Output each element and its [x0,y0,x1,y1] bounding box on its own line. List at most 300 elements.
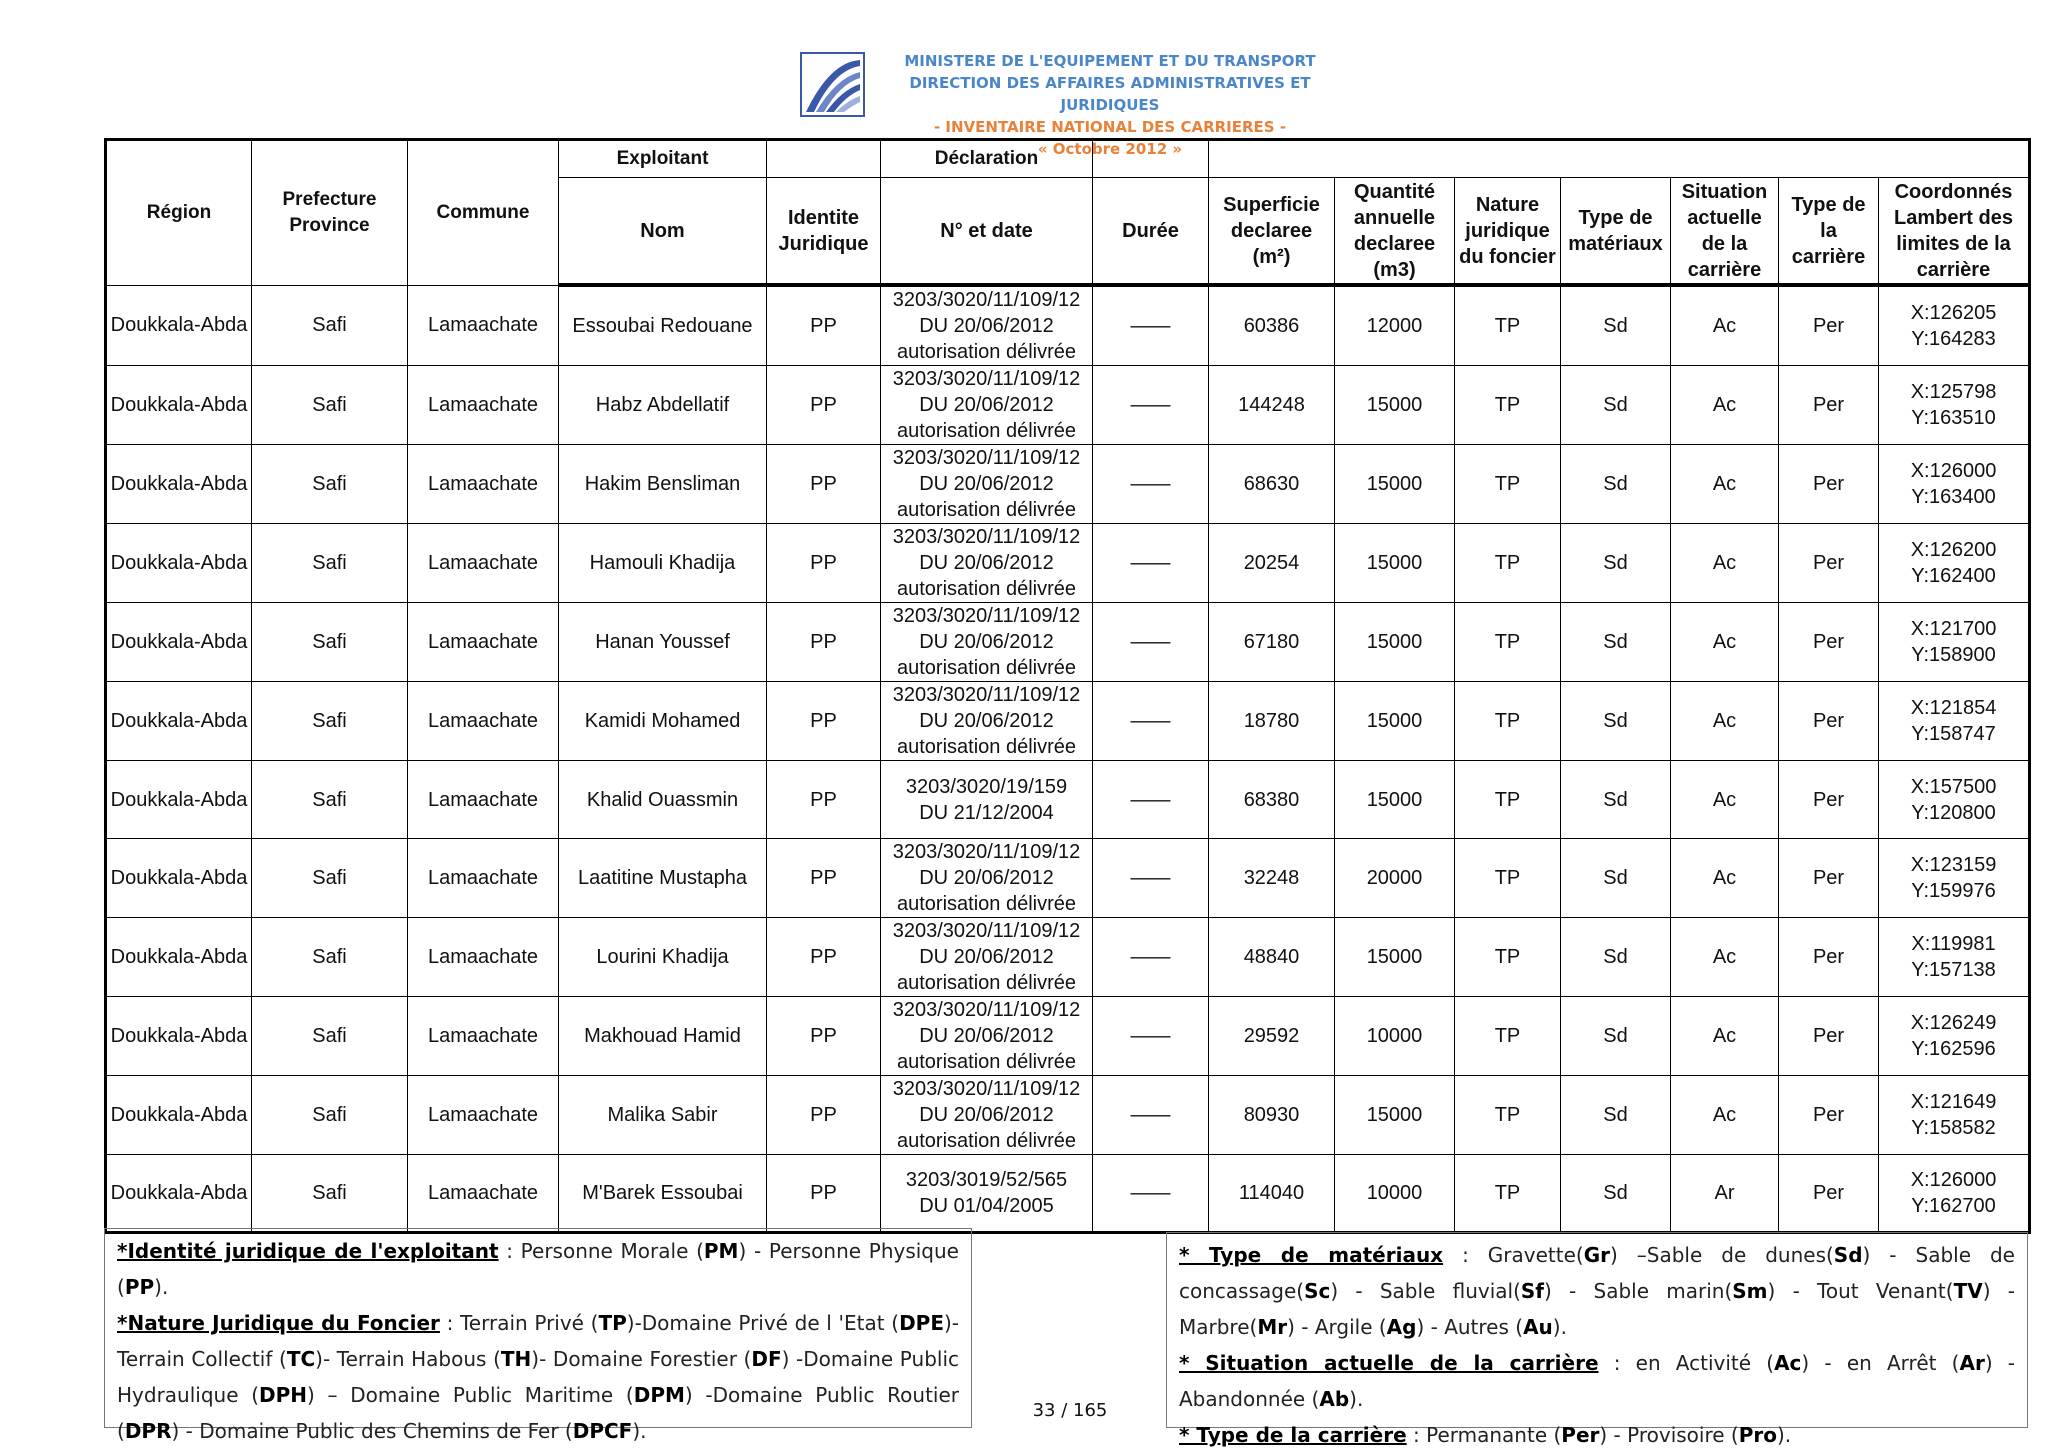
legend-code: Ab [1319,1387,1350,1411]
cell-numero [881,285,1093,366]
legend-text: : en Activité ( [1598,1351,1775,1375]
numero-line: DU 20/06/2012 [919,394,1054,416]
cell-type-materiaux: Sd [1561,1155,1671,1233]
coordinate-y: Y:158900 [1911,644,1996,666]
cell-numero [881,918,1093,997]
coordinate-x: X:126000 [1910,460,1997,482]
legend-code: Mr [1257,1315,1288,1339]
numero-line: DU 20/06/2012 [919,1104,1054,1126]
cell-identite: PP [767,445,881,524]
legend-code: DPM [633,1383,685,1407]
cell-identite: PP [767,682,881,761]
legend-text: : Personne Morale ( [498,1239,704,1263]
cell-commune: Lamaachate [408,918,559,997]
direction-title: DIRECTION DES AFFAIRES ADMINISTRATIVES ET JURIDIQUES [909,74,1311,114]
legend-text: : Gravette( [1443,1243,1584,1267]
legend-code: Sd [1833,1243,1863,1267]
cell-superficie: 18780 [1209,682,1335,761]
cell-type-carriere: Per [1779,445,1879,524]
col-quantite: Quantité annuelle declaree (m3) [1335,178,1455,286]
group-empty-3 [1209,140,2030,178]
cell-identite: PP [767,761,881,839]
cell-nature: TP [1455,761,1561,839]
legend-text: ) - Sable fluvial( [1330,1279,1521,1303]
cell-numero [881,524,1093,603]
legend-text: ) - Marbre( [1179,1279,2015,1339]
coordinate-x: X:126205 [1910,302,1997,324]
legend-code: Per [1561,1423,1600,1447]
numero-line: DU 20/06/2012 [919,315,1054,337]
cell-type-materiaux: Sd [1561,603,1671,682]
cell-nom: Kamidi Mohamed [559,682,767,761]
cell-nature: TP [1455,1155,1561,1233]
cell-type-materiaux: Sd [1561,366,1671,445]
legend-code: DPCF [572,1419,633,1443]
numero-line: 3203/3020/11/109/12 [892,841,1081,863]
legend-text: ) - Abandonnée ( [1179,1351,2016,1411]
cell-superficie: 60386 [1209,285,1335,366]
numero-line: autorisation délivrée [897,972,1076,994]
cell-quantite: 15000 [1335,918,1455,997]
cell-coordonnees [1879,603,2030,682]
cell-quantite: 12000 [1335,285,1455,366]
numero-line: 3203/3020/11/109/12 [892,920,1081,942]
cell-duree: —— [1093,285,1209,366]
cell-nom: Makhouad Hamid [559,997,767,1076]
legend-identite-title: *Identité juridique de l'exploitant [117,1239,499,1263]
cell-commune: Lamaachate [408,366,559,445]
legend-type-title: * Type de la carrière [1179,1423,1407,1447]
cell-situation: Ac [1671,524,1779,603]
legend-code: PM [703,1239,739,1263]
numero-line: autorisation délivrée [897,420,1076,442]
cell-region: Doukkala-Abda [106,682,252,761]
cell-quantite: 15000 [1335,603,1455,682]
numero-line: autorisation délivrée [897,657,1076,679]
cell-numero [881,997,1093,1076]
legend-text: ) - en Arrêt ( [1801,1351,1960,1375]
cell-type-materiaux: Sd [1561,839,1671,918]
cell-commune: Lamaachate [408,524,559,603]
col-nature: Nature juridique du foncier [1455,178,1561,286]
cell-type-carriere: Per [1779,603,1879,682]
cell-situation: Ar [1671,1155,1779,1233]
cell-region: Doukkala-Abda [106,839,252,918]
cell-duree: —— [1093,1155,1209,1233]
col-duree: Durée [1093,178,1209,286]
cell-coordonnees [1879,682,2030,761]
cell-nature: TP [1455,839,1561,918]
cell-type-carriere: Per [1779,366,1879,445]
cell-superficie: 29592 [1209,997,1335,1076]
cell-duree: —— [1093,524,1209,603]
cell-quantite: 15000 [1335,524,1455,603]
legend-situation [1179,1345,2015,1417]
cell-identite: PP [767,1076,881,1155]
cell-quantite: 15000 [1335,445,1455,524]
numero-line: 3203/3020/11/109/12 [892,526,1081,548]
legend-code: Ac [1774,1351,1802,1375]
legend-code: DPH [259,1383,308,1407]
cell-nature: TP [1455,445,1561,524]
cell-coordonnees [1879,1076,2030,1155]
numero-line: autorisation délivrée [897,893,1076,915]
cell-identite: PP [767,918,881,997]
cell-superficie: 144248 [1209,366,1335,445]
cell-prefecture: Safi [252,682,408,761]
cell-type-materiaux: Sd [1561,524,1671,603]
coordinate-x: X:119981 [1911,933,1996,955]
legend-text: )- Domaine Forestier ( [531,1347,752,1371]
legend-right-box [1166,1232,2028,1447]
cell-duree: —— [1093,682,1209,761]
cell-identite: PP [767,1155,881,1233]
cell-superficie: 80930 [1209,1076,1335,1155]
cell-duree: —— [1093,761,1209,839]
numero-line: DU 01/04/2005 [919,1195,1054,1217]
cell-type-materiaux: Sd [1561,445,1671,524]
cell-coordonnees [1879,839,2030,918]
legend-text: ) -Domaine Public Hydraulique ( [117,1347,959,1407]
table-row [106,839,2030,918]
cell-region: Doukkala-Abda [106,524,252,603]
col-type-carriere: Type de la carrière [1779,178,1879,286]
cell-duree: —— [1093,445,1209,524]
cell-commune: Lamaachate [408,682,559,761]
legend-code: Pro [1738,1423,1777,1447]
col-superficie: Superficie declaree (m²) [1209,178,1335,286]
numero-line: autorisation délivrée [897,1130,1076,1152]
coordinate-y: Y:162596 [1911,1038,1996,1060]
cell-commune: Lamaachate [408,603,559,682]
cell-coordonnees [1879,524,2030,603]
legend-materiaux [1179,1237,2015,1345]
cell-coordonnees [1879,1155,2030,1233]
cell-numero [881,761,1093,839]
cell-type-carriere: Per [1779,839,1879,918]
coordinate-y: Y:162400 [1911,565,1996,587]
group-empty-2 [1093,140,1209,178]
coordinate-y: Y:164283 [1911,328,1996,350]
cell-coordonnees [1879,761,2030,839]
cell-situation: Ac [1671,761,1779,839]
cell-nom: Essoubai Redouane [559,285,767,366]
legend-code: DPR [124,1419,172,1443]
cell-prefecture: Safi [252,524,408,603]
cell-nature: TP [1455,682,1561,761]
coordinate-x: X:157500 [1910,775,1997,798]
cell-type-carriere: Per [1779,1155,1879,1233]
numero-line: 3203/3019/52/565 [905,1169,1068,1191]
legend-text: ). [154,1275,169,1299]
legend-text: ) - Tout Venant( [1767,1279,1954,1303]
col-prefecture: Prefecture Province [252,140,408,286]
cell-nom: Hamouli Khadija [559,524,767,603]
cell-identite: PP [767,997,881,1076]
table-body [106,285,2030,1233]
cell-identite: PP [767,603,881,682]
cell-situation: Ac [1671,285,1779,366]
page-number: 33 / 165 [1032,1400,1108,1421]
col-region: Région [106,140,252,286]
col-numero: N° et date [881,178,1093,286]
cell-region: Doukkala-Abda [106,1076,252,1155]
cell-identite: PP [767,366,881,445]
col-situation: Situation actuelle de la carrière [1671,178,1779,286]
cell-situation: Ac [1671,682,1779,761]
cell-identite: PP [767,839,881,918]
cell-region: Doukkala-Abda [106,603,252,682]
col-commune: Commune [408,140,559,286]
cell-type-materiaux: Sd [1561,285,1671,366]
legend-text: : Permanante ( [1406,1423,1562,1447]
numero-line: 3203/3020/11/109/12 [892,447,1081,469]
legend-text: )-Domaine Privé de l 'Etat ( [626,1311,900,1335]
cell-commune: Lamaachate [408,997,559,1076]
cell-nature: TP [1455,524,1561,603]
cell-type-carriere: Per [1779,1076,1879,1155]
cell-region: Doukkala-Abda [106,761,252,839]
cell-region: Doukkala-Abda [106,285,252,366]
cell-situation: Ac [1671,1076,1779,1155]
table-row [106,761,2030,839]
cell-numero [881,603,1093,682]
cell-type-carriere: Per [1779,761,1879,839]
cell-duree: —— [1093,603,1209,682]
group-declaration: Déclaration [881,140,1093,178]
cell-superficie: 67180 [1209,603,1335,682]
legend-text: ) - Sable de concassage( [1179,1243,2015,1303]
table-row [106,285,2030,366]
cell-superficie: 68630 [1209,445,1335,524]
cell-prefecture: Safi [252,366,408,445]
coordinate-x: X:126000 [1910,1169,1997,1191]
header-group-row [106,140,2030,178]
legend-code: TP [598,1311,627,1335]
legend-text: ) - Provisoire ( [1599,1423,1739,1447]
numero-line: 3203/3020/11/109/12 [892,289,1081,311]
cell-nom: Habz Abdellatif [559,366,767,445]
legend-code: TH [500,1347,532,1371]
legend-text: ) -Domaine Public Routier ( [117,1383,959,1443]
cell-prefecture: Safi [252,445,408,524]
legend-situation-title: * Situation actuelle de la carrière [1179,1351,1599,1375]
legend-code: DF [751,1347,782,1371]
coordinate-x: X:126249 [1910,1012,1997,1034]
legend-nature-title: *Nature Juridique du Foncier [117,1311,440,1335]
legend-code: Sf [1520,1279,1544,1303]
cell-numero [881,1076,1093,1155]
numero-line: autorisation délivrée [897,578,1076,600]
cell-nature: TP [1455,1076,1561,1155]
cell-type-materiaux: Sd [1561,997,1671,1076]
cell-numero [881,366,1093,445]
cell-situation: Ac [1671,445,1779,524]
numero-line: 3203/3020/11/109/12 [892,605,1081,627]
legend-materiaux-title: * Type de matériaux [1179,1243,1444,1267]
cell-type-carriere: Per [1779,285,1879,366]
cell-coordonnees [1879,997,2030,1076]
col-type-materiaux: Type de matériaux [1561,178,1671,286]
cell-situation: Ac [1671,366,1779,445]
cell-prefecture: Safi [252,761,408,839]
cell-prefecture: Safi [252,603,408,682]
cell-duree: —— [1093,918,1209,997]
cell-commune: Lamaachate [408,761,559,839]
table-row [106,918,2030,997]
cell-quantite: 15000 [1335,682,1455,761]
cell-nature: TP [1455,918,1561,997]
cell-region: Doukkala-Abda [106,366,252,445]
cell-prefecture: Safi [252,285,408,366]
cell-nom: Hanan Youssef [559,603,767,682]
cell-nom: Lourini Khadija [559,918,767,997]
legend-nature [117,1305,959,1449]
legend-code: Gr [1583,1243,1610,1267]
cell-nature: TP [1455,997,1561,1076]
table-row [106,603,2030,682]
cell-region: Doukkala-Abda [106,445,252,524]
cell-numero [881,839,1093,918]
numero-line: DU 20/06/2012 [919,946,1054,968]
cell-quantite: 15000 [1335,761,1455,839]
numero-line: 3203/3020/19/159 [905,775,1068,798]
cell-type-materiaux: Sd [1561,682,1671,761]
cell-type-materiaux: Sd [1561,918,1671,997]
coordinate-y: Y:159976 [1911,880,1996,902]
legend-code: Au [1523,1315,1553,1339]
numero-line: 3203/3020/11/109/12 [892,684,1081,706]
cell-prefecture: Safi [252,997,408,1076]
numero-line: 3203/3020/11/109/12 [892,999,1081,1021]
table-row [106,682,2030,761]
legend-code: Sc [1304,1279,1331,1303]
legend-text: ) - Sable marin( [1544,1279,1733,1303]
cell-quantite: 20000 [1335,839,1455,918]
cell-commune: Lamaachate [408,839,559,918]
cell-situation: Ac [1671,997,1779,1076]
numero-line: 3203/3020/11/109/12 [892,1078,1081,1100]
legend-text: ) - Domaine Public des Chemins de Fer ( [171,1419,573,1443]
legend-text: ) –Sable de dunes( [1609,1243,1834,1267]
cell-situation: Ac [1671,603,1779,682]
cell-numero [881,445,1093,524]
legend-text: )- Terrain Habous ( [315,1347,501,1371]
legend-identite [117,1233,959,1305]
coordinate-y: Y:158747 [1911,723,1996,745]
cell-prefecture: Safi [252,839,408,918]
cell-situation: Ac [1671,839,1779,918]
coordinate-x: X:121649 [1910,1091,1997,1113]
coordinate-y: Y:163400 [1911,486,1996,508]
legend-code: Ag [1386,1315,1417,1339]
cell-region: Doukkala-Abda [106,997,252,1076]
cell-nature: TP [1455,366,1561,445]
coordinate-x: X:121854 [1910,697,1997,719]
cell-coordonnees [1879,366,2030,445]
cell-nom: Hakim Bensliman [559,445,767,524]
cell-commune: Lamaachate [408,1076,559,1155]
cell-nature: TP [1455,285,1561,366]
numero-line: DU 20/06/2012 [919,867,1054,889]
coordinate-x: X:125798 [1910,381,1997,403]
cell-commune: Lamaachate [408,1155,559,1233]
cell-coordonnees [1879,445,2030,524]
numero-line: 3203/3020/11/109/12 [892,368,1081,390]
numero-line: DU 20/06/2012 [919,1025,1054,1047]
cell-duree: —— [1093,366,1209,445]
numero-line: autorisation délivrée [897,499,1076,521]
cell-prefecture: Safi [252,1076,408,1155]
cell-type-carriere: Per [1779,918,1879,997]
table-row [106,1155,2030,1233]
cell-nom: Khalid Ouassmin [559,761,767,839]
cell-commune: Lamaachate [408,445,559,524]
cell-numero [881,682,1093,761]
coordinate-y: Y:158582 [1911,1117,1996,1139]
cell-duree: —— [1093,839,1209,918]
cell-quantite: 15000 [1335,1076,1455,1155]
legend-text: ) – Domaine Public Maritime ( [307,1383,634,1407]
cell-situation: Ac [1671,918,1779,997]
legend-text: ) - Autres ( [1416,1315,1524,1339]
group-exploitant: Exploitant [559,140,767,178]
cell-superficie: 114040 [1209,1155,1335,1233]
coordinate-y: Y:162700 [1911,1195,1996,1217]
cell-duree: —— [1093,1076,1209,1155]
table-row [106,1076,2030,1155]
numero-line: DU 20/06/2012 [919,631,1054,653]
legend-text: ). [1349,1387,1364,1411]
legend-code: PP [124,1275,155,1299]
legend-text: ) - Argile ( [1287,1315,1387,1339]
legend-text: ). [632,1419,647,1443]
cell-superficie: 20254 [1209,524,1335,603]
cell-prefecture: Safi [252,918,408,997]
coordinate-y: Y:163510 [1911,407,1996,429]
cell-region: Doukkala-Abda [106,918,252,997]
legend-code: Sm [1732,1279,1768,1303]
cell-type-materiaux: Sd [1561,761,1671,839]
legend-text: ). [1552,1315,1567,1339]
numero-line: autorisation délivrée [897,736,1076,758]
coordinate-y: Y:157138 [1911,959,1996,981]
legend-text: ). [1776,1423,1792,1447]
col-nom: Nom [559,178,767,286]
cell-coordonnees [1879,918,2030,997]
legend-text: )- Terrain Collectif ( [117,1311,960,1371]
legend-code: DPE [899,1311,944,1335]
cell-duree: —— [1093,997,1209,1076]
ministry-logo [800,52,865,117]
coordinate-x: X:121700 [1910,618,1997,640]
cell-quantite: 10000 [1335,997,1455,1076]
cell-coordonnees [1879,285,2030,366]
table-row [106,997,2030,1076]
cell-type-carriere: Per [1779,682,1879,761]
numero-line: DU 20/06/2012 [919,552,1054,574]
coordinate-x: X:123159 [1910,854,1997,876]
table-row [106,445,2030,524]
cell-nom: Laatitine Mustapha [559,839,767,918]
legend-code: TV [1953,1279,1983,1303]
cell-identite: PP [767,524,881,603]
date-title: « Octobre 2012 » [1037,140,1183,158]
cell-nom: M'Barek Essoubai [559,1155,767,1233]
cell-quantite: 10000 [1335,1155,1455,1233]
table-row [106,524,2030,603]
cell-type-materiaux: Sd [1561,1076,1671,1155]
